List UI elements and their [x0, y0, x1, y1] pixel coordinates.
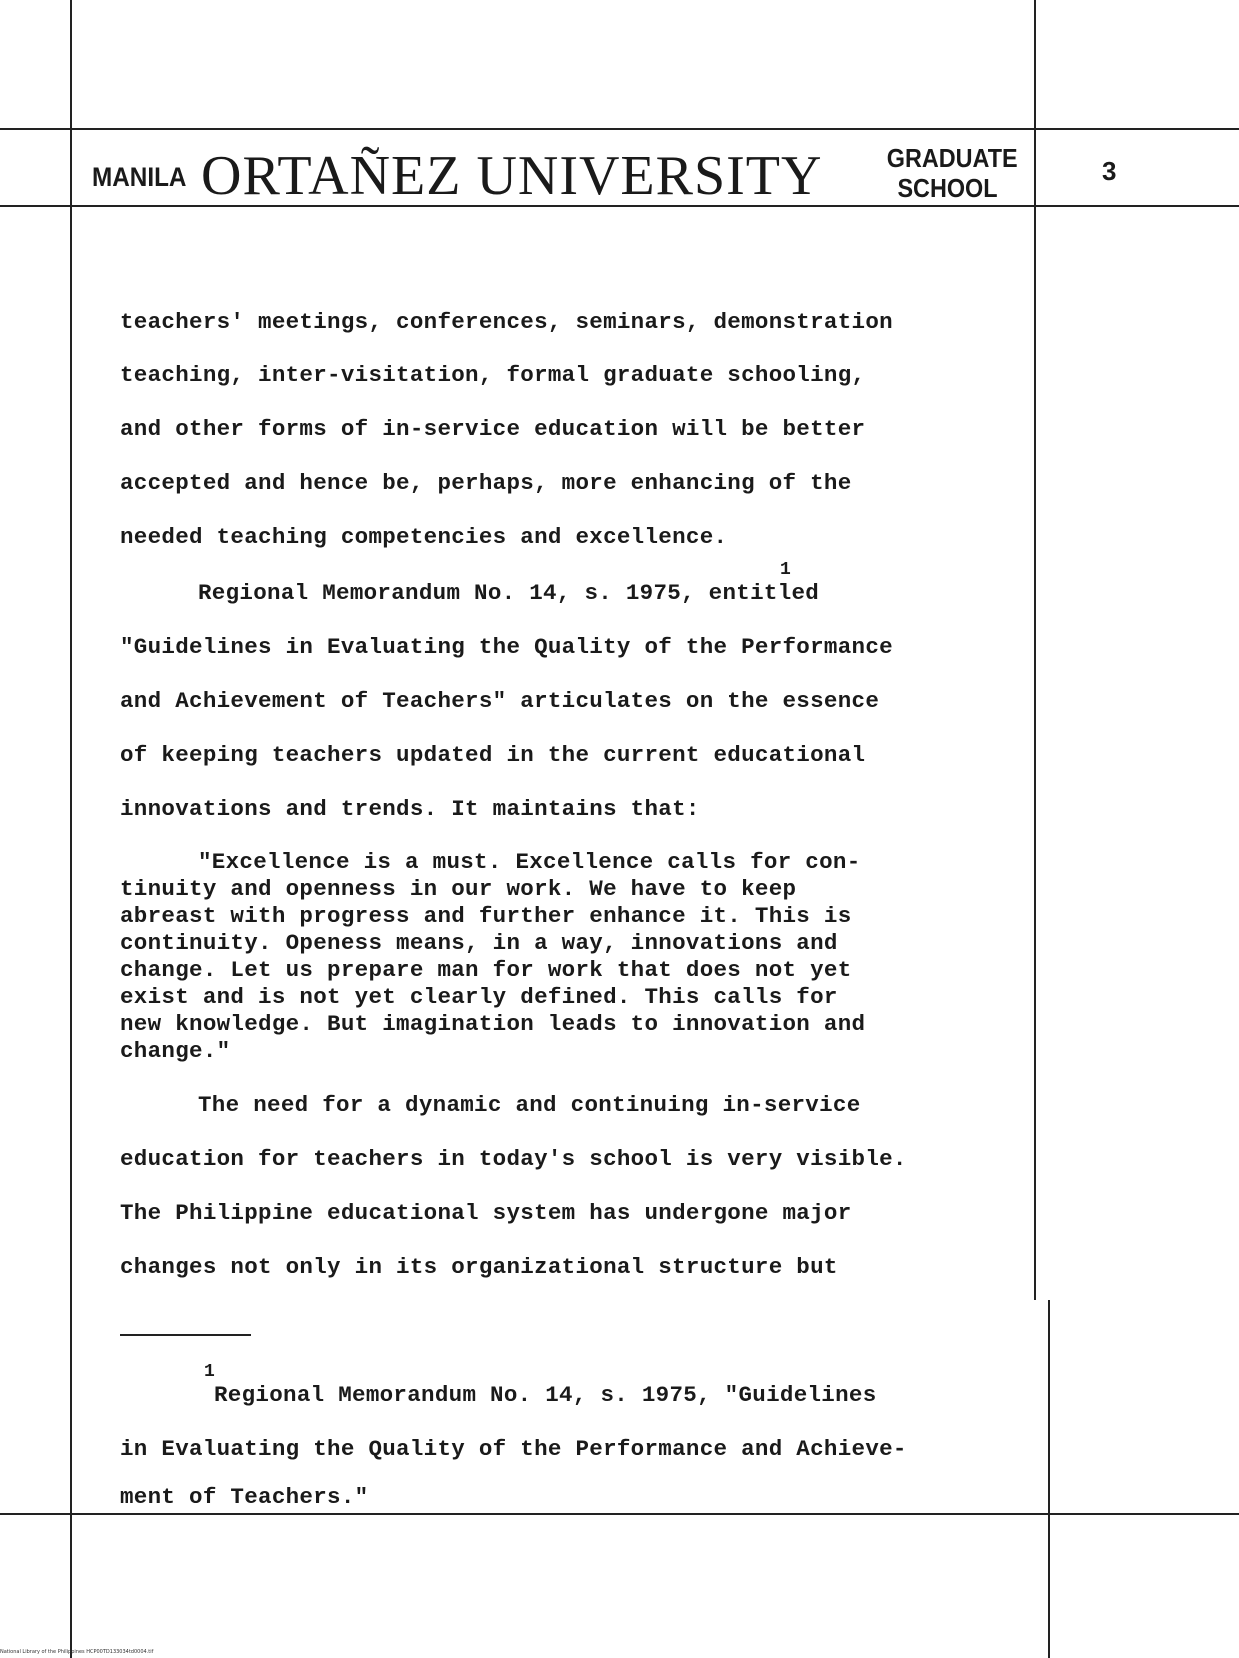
- body-line: innovations and trends. It maintains that:: [120, 796, 700, 822]
- header-university-name: ORTAÑEZ UNIVERSITY: [201, 145, 823, 207]
- footnote-line: Regional Memorandum No. 14, s. 1975, "Guidelines: [214, 1382, 877, 1408]
- footnote-reference-marker: 1: [780, 560, 791, 580]
- body-line: education for teachers in today's school is very visible.: [120, 1146, 907, 1172]
- body-line: The Philippine educational system has undergone major: [120, 1200, 852, 1226]
- header-top-rule: [0, 128, 1239, 130]
- quote-line: new knowledge. But imagination leads to innovation and: [120, 1011, 866, 1037]
- right-margin-rule-lower: [1048, 1300, 1050, 1658]
- footnote-marker: 1: [204, 1362, 215, 1382]
- body-line: and other forms of in-service education will be better: [120, 416, 866, 442]
- header-city: MANILA: [92, 162, 187, 192]
- body-line: changes not only in its organizational structure but: [120, 1254, 838, 1280]
- footnote-line: in Evaluating the Quality of the Performance and Achieve-: [120, 1436, 907, 1462]
- quote-line: change.": [120, 1038, 231, 1064]
- page-bottom-rule: [0, 1513, 1239, 1515]
- body-line: teaching, inter-visitation, formal graduate schooling,: [120, 362, 866, 388]
- footnote-separator: [120, 1334, 251, 1336]
- body-line: needed teaching competencies and excellence.: [120, 524, 728, 550]
- body-line: Regional Memorandum No. 14, s. 1975, entitled: [198, 580, 820, 606]
- quote-line: continuity. Openess means, in a way, innovations and: [120, 930, 838, 956]
- header-school-line-2: SCHOOL: [897, 173, 998, 203]
- body-line: The need for a dynamic and continuing in-service: [198, 1092, 861, 1118]
- page-number: 3: [1102, 156, 1117, 186]
- header-school: [886, 143, 1018, 203]
- body-line: of keeping teachers updated in the current educational: [120, 742, 866, 768]
- header-school-line-1: GRADUATE: [886, 143, 1018, 173]
- body-line: "Guidelines in Evaluating the Quality of the Performance: [120, 634, 893, 660]
- footnote-line: ment of Teachers.": [120, 1484, 369, 1510]
- scan-caption: National Library of the Philippines HCP00TD133034td0004.tif: [0, 1649, 154, 1655]
- body-line: accepted and hence be, perhaps, more enhancing of the: [120, 470, 852, 496]
- right-margin-rule-upper: [1034, 0, 1036, 1300]
- quote-line: exist and is not yet clearly defined. This calls for: [120, 984, 838, 1010]
- body-line: teachers' meetings, conferences, seminars, demonstration: [120, 309, 893, 335]
- left-margin-rule: [70, 0, 72, 1658]
- quote-line: tinuity and openness in our work. We have to keep: [120, 876, 797, 902]
- quote-line: abreast with progress and further enhance it. This is: [120, 903, 852, 929]
- body-line: and Achievement of Teachers" articulates on the essence: [120, 688, 880, 714]
- quote-line: change. Let us prepare man for work that does not yet: [120, 957, 852, 983]
- quote-line: "Excellence is a must. Excellence calls for con-: [198, 849, 861, 875]
